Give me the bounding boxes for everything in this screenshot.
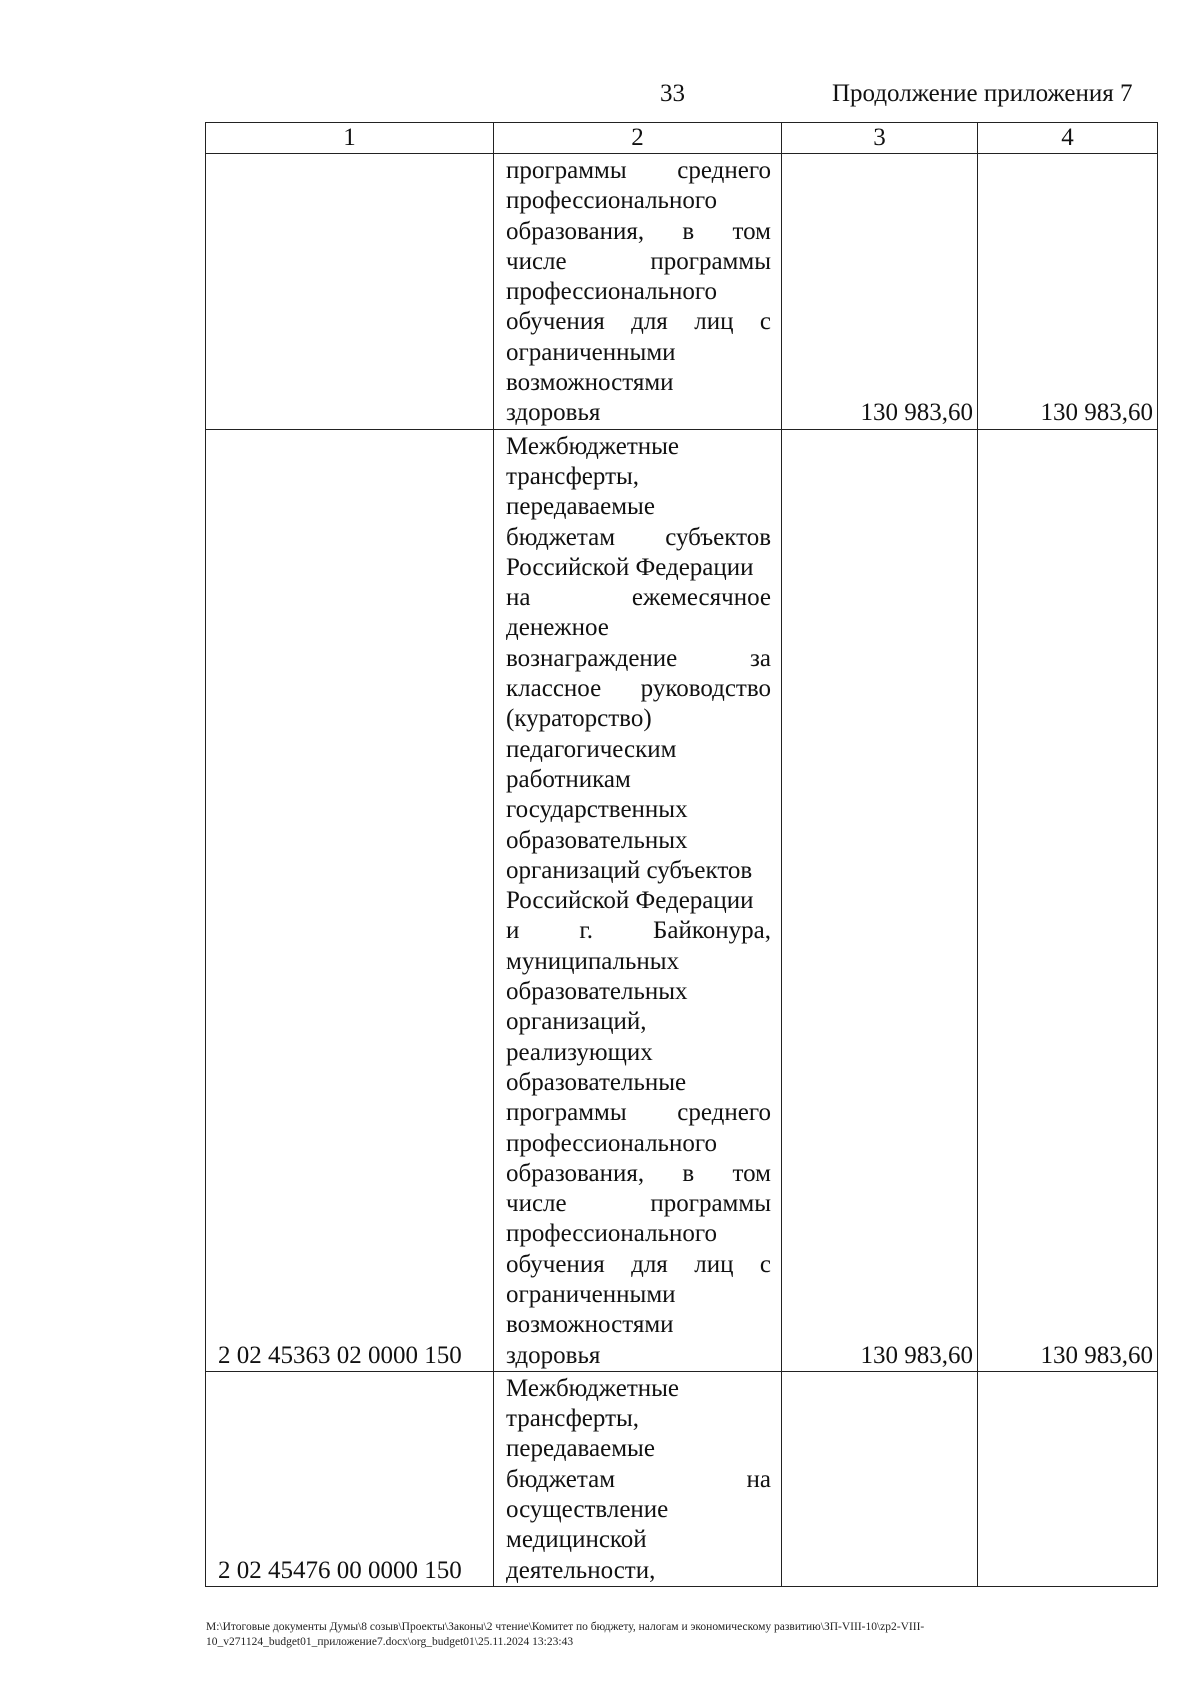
- description-line: [506, 1556, 771, 1586]
- description-word: обучения: [506, 308, 605, 336]
- description-line: [506, 674, 771, 704]
- description-word: на: [746, 1465, 771, 1493]
- column-header-1: 1: [206, 123, 494, 154]
- description-line: [506, 277, 771, 307]
- description-line: [506, 795, 771, 825]
- description-line: [506, 217, 771, 247]
- budget-code-cell: 2 02 45363 02 0000 150: [206, 429, 494, 1371]
- description-word: (кураторство): [506, 705, 652, 733]
- amount-cell-col3: 130 983,60: [782, 154, 978, 430]
- description-line: [506, 1159, 771, 1189]
- description-word: муниципальных: [506, 947, 680, 975]
- description-line: [506, 765, 771, 795]
- table-body: [206, 154, 1158, 1587]
- description-word: г.: [579, 917, 594, 945]
- page-number: 33: [660, 80, 685, 107]
- description-line: [506, 156, 771, 186]
- description-line: [506, 856, 771, 886]
- amount-cell-col4: 130 983,60: [978, 429, 1158, 1371]
- description-word: том: [732, 217, 771, 245]
- description-line: [506, 368, 771, 398]
- description-word: с: [759, 308, 771, 336]
- description-word: Российской Федерации: [506, 553, 754, 581]
- description-line: [506, 186, 771, 216]
- description-word: для: [631, 308, 668, 336]
- description-word: среднего: [677, 157, 771, 184]
- description-word: ограниченными: [506, 1280, 676, 1308]
- description-word: возможностями: [506, 1311, 674, 1339]
- description-cell: [494, 154, 782, 430]
- description-line: [506, 1280, 771, 1310]
- description-line: [506, 247, 771, 277]
- description-line: [506, 1404, 771, 1434]
- description-word: программы: [650, 247, 771, 275]
- description-word: для: [631, 1250, 668, 1278]
- description-word: лиц: [694, 1250, 734, 1278]
- description-word: здоровья: [506, 399, 601, 427]
- description-word: педагогическим: [506, 735, 677, 763]
- description-line: [506, 1098, 771, 1128]
- description-word: ограниченными: [506, 338, 676, 366]
- description-word: числе: [506, 247, 567, 275]
- amount-cell-col3: [782, 1371, 978, 1586]
- description-line: [506, 1434, 771, 1464]
- description-word: с: [759, 1250, 771, 1278]
- description-word: трансферты,: [506, 1405, 640, 1433]
- description-line: [506, 462, 771, 492]
- description-word: государственных: [506, 796, 688, 824]
- description-line: [506, 947, 771, 977]
- description-word: профессионального: [506, 187, 717, 215]
- description-line: [506, 492, 771, 522]
- description-line: [506, 886, 771, 916]
- description-line: [506, 1525, 771, 1555]
- description-line: [506, 1129, 771, 1159]
- budget-code-cell: [206, 154, 494, 430]
- description-line: [506, 735, 771, 765]
- description-word: передаваемые: [506, 1435, 655, 1463]
- description-word: профессионального: [506, 1220, 717, 1248]
- description-word: профессионального: [506, 1129, 717, 1157]
- description-word: образования,: [506, 1159, 645, 1187]
- description-line: [506, 704, 771, 734]
- description-line: [506, 1007, 771, 1037]
- description-word: образовательные: [506, 1068, 687, 1096]
- description-word: Межбюджетные: [506, 432, 680, 460]
- description-line: [506, 398, 771, 428]
- description-word: бюджетам: [506, 523, 616, 551]
- description-word: передаваемые: [506, 493, 655, 521]
- description-word: за: [750, 644, 771, 672]
- description-word: среднего: [677, 1099, 771, 1127]
- description-line: [506, 826, 771, 856]
- description-line: [506, 1465, 771, 1495]
- description-word: в: [682, 217, 695, 245]
- description-line: [506, 432, 771, 462]
- description-word: программы: [650, 1190, 771, 1218]
- amount-cell-col3: 130 983,60: [782, 429, 978, 1371]
- description-word: классное: [506, 675, 602, 703]
- description-line: [506, 1495, 771, 1525]
- description-word: организаций субъектов: [506, 856, 753, 884]
- description-word: работникам: [506, 765, 631, 793]
- description-word: денежное: [506, 614, 609, 642]
- description-word: профессионального: [506, 278, 717, 306]
- description-word: ежемесячное: [631, 584, 771, 612]
- description-word: образовательных: [506, 826, 688, 854]
- description-line: [506, 1068, 771, 1098]
- description-word: образовательных: [506, 978, 688, 1006]
- description-line: [506, 977, 771, 1007]
- description-word: руководство: [640, 675, 771, 703]
- budget-code-cell: 2 02 45476 00 0000 150: [206, 1371, 494, 1586]
- description-word: и: [506, 917, 520, 945]
- description-word: лиц: [694, 308, 734, 336]
- table-row: [206, 154, 1158, 430]
- table-header-row: [206, 123, 1158, 154]
- description-word: образования,: [506, 217, 645, 245]
- description-line: [506, 644, 771, 674]
- budget-table: [205, 122, 1158, 1587]
- description-word: реализующих: [506, 1038, 653, 1066]
- description-word: возможностями: [506, 369, 674, 397]
- description-line: [506, 583, 771, 613]
- description-line: [506, 1219, 771, 1249]
- description-word: трансферты,: [506, 462, 640, 490]
- description-word: в: [682, 1159, 695, 1187]
- description-line: [506, 338, 771, 368]
- continuation-heading: Продолжение приложения 7: [832, 80, 1133, 107]
- description-word: Байконура,: [653, 917, 771, 945]
- description-word: деятельности,: [506, 1556, 656, 1584]
- description-line: [506, 1250, 771, 1280]
- column-header-4: 4: [978, 123, 1158, 154]
- column-header-3: 3: [782, 123, 978, 154]
- description-word: здоровья: [506, 1341, 601, 1369]
- description-word: программы: [506, 1099, 627, 1127]
- description-word: субъектов: [665, 523, 771, 551]
- description-word: организаций,: [506, 1008, 647, 1036]
- amount-cell-col4: [978, 1371, 1158, 1586]
- description-line: [506, 1374, 771, 1404]
- description-word: на: [506, 584, 531, 612]
- description-line: [506, 916, 771, 946]
- table-row: [206, 1371, 1158, 1586]
- description-line: [506, 1310, 771, 1340]
- description-line: [506, 1038, 771, 1068]
- description-line: [506, 307, 771, 337]
- amount-cell-col4: 130 983,60: [978, 154, 1158, 430]
- description-line: [506, 1341, 771, 1371]
- file-path-footer: M:\Итоговые документы Думы\8 созыв\Проекты\Законы\2 чтение\Комитет по бюджету, налогам и экономическому развитию\ЗП-VIII-10\zp2-VIII-10_v271124_budget01_приложение7.docx\org_budget01\25.11.2024 13:23:43: [206, 1621, 925, 1648]
- description-cell: [494, 1371, 782, 1586]
- description-line: [506, 523, 771, 553]
- column-header-2: 2: [494, 123, 782, 154]
- description-word: Межбюджетные: [506, 1374, 680, 1402]
- description-line: [506, 613, 771, 643]
- description-cell: [494, 429, 782, 1371]
- description-line: [506, 553, 771, 583]
- description-word: осуществление: [506, 1496, 669, 1524]
- description-word: медицинской: [506, 1526, 647, 1554]
- description-word: программы: [506, 157, 627, 184]
- description-line: [506, 1189, 771, 1219]
- description-word: бюджетам: [506, 1465, 616, 1493]
- description-word: числе: [506, 1190, 567, 1218]
- table-row: [206, 429, 1158, 1371]
- description-word: обучения: [506, 1250, 605, 1278]
- description-word: том: [732, 1159, 771, 1187]
- description-word: Российской Федерации: [506, 887, 754, 915]
- description-word: вознаграждение: [506, 644, 678, 672]
